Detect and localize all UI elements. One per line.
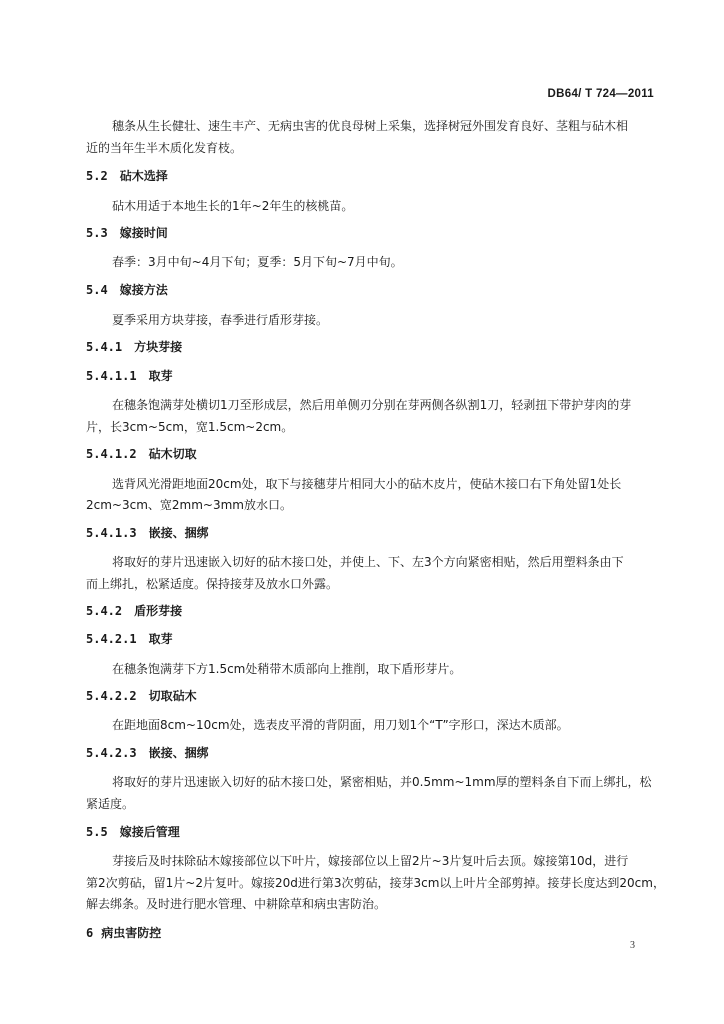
section-heading-5-4-2-1 — [86, 630, 173, 647]
section-heading-5-4-1-1 — [86, 367, 173, 384]
section-title: 嵌接、捆绑 — [148, 746, 209, 760]
paragraph-line: 片，长3cm~5cm，宽1.5cm~2cm。 — [86, 420, 294, 434]
section-title: 砧木切取 — [148, 447, 197, 461]
paragraph-line: 砧木用适于本地生长的1年~2年生的核桃苗。 — [112, 199, 354, 213]
paragraph-line: 将取好的芽片迅速嵌入切好的砧木接口处，紧密相贴，并0.5mm~1mm厚的塑料条自下而上绑扎，松 — [112, 775, 652, 789]
paragraph-line: 解去绑条。及时进行肥水管理、中耕除草和病虫害防治。 — [86, 897, 387, 911]
section-number: 5.4 — [86, 283, 108, 297]
section-title: 砧木选择 — [119, 169, 168, 183]
paragraph-line: 穗条从生长健壮、速生丰产、无病虫害的优良母树上采集，选择树冠外围发育良好、茎粗与砧木相 — [112, 119, 629, 133]
section-number: 5.4.1.1 — [86, 369, 137, 383]
section-heading-5-4-1-3 — [86, 524, 209, 541]
standard-code: DB64/ T 724—2011 — [547, 88, 654, 100]
section-heading-5-4-2-2 — [86, 687, 197, 704]
section-heading-5-4-2 — [86, 602, 182, 619]
paragraph-line: 近的当年生半木质化发育枝。 — [86, 141, 243, 155]
section-number: 5.4.2.2 — [86, 689, 137, 703]
section-heading-5-4-1 — [86, 338, 182, 355]
page-number: 3 — [630, 940, 635, 951]
section-heading-5-3 — [86, 224, 168, 241]
section-heading-5-2 — [86, 167, 168, 184]
section-number: 5.3 — [86, 226, 108, 240]
section-title: 嫁接方法 — [119, 283, 168, 297]
paragraph-line: 2cm~3cm、宽2mm~3mm放水口。 — [86, 498, 292, 512]
paragraph-line: 第2次剪砧，留1片~2片复叶。嫁接20d进行第3次剪砧，接芽3cm以上叶片全部剪掉。接芽长度达到20cm， — [86, 876, 665, 890]
section-title: 病虫害防控 — [101, 926, 162, 940]
section-number: 5.4.1 — [86, 340, 123, 354]
paragraph-line: 而上绑扎，松紧适度。保持接芽及放水口外露。 — [86, 577, 339, 591]
section-heading-5-4-2-3 — [86, 744, 209, 761]
paragraph-line: 在穗条饱满芽下方1.5cm处稍带木质部向上推削，取下盾形芽片。 — [112, 662, 462, 676]
paragraph-line: 芽接后及时抹除砧木嫁接部位以下叶片，嫁接部位以上留2片~3片复叶后去顶。嫁接第10d，进行 — [112, 854, 629, 868]
paragraph-line: 在穗条饱满芽处横切1刀至形成层，然后用单侧刃分别在芽两侧各纵割1刀，轻剥扭下带护芽肉的芽 — [112, 398, 632, 412]
section-number: 5.4.2 — [86, 604, 123, 618]
section-title: 嫁接后管理 — [119, 825, 180, 839]
section-number: 5.4.1.2 — [86, 447, 137, 461]
paragraph-line: 将取好的芽片迅速嵌入切好的砧木接口处，并使上、下、左3个方向紧密相贴，然后用塑料条由下 — [112, 555, 624, 569]
section-heading-5-5 — [86, 823, 180, 840]
paragraph-line: 紧适度。 — [86, 797, 135, 811]
section-heading-5-4-1-2 — [86, 445, 197, 462]
section-title: 嵌接、捆绑 — [148, 526, 209, 540]
section-number: 5.2 — [86, 169, 108, 183]
section-heading-5-4 — [86, 281, 168, 298]
section-title: 取芽 — [148, 369, 173, 383]
section-number: 6 — [86, 926, 94, 940]
section-number: 5.4.2.3 — [86, 746, 137, 760]
section-number: 5.4.1.3 — [86, 526, 137, 540]
section-number: 5.5 — [86, 825, 108, 839]
paragraph-line: 选背风光滑距地面20cm处，取下与接穗芽片相同大小的砧木皮片，使砧木接口右下角处留1处长 — [112, 477, 622, 491]
paragraph-line: 夏季采用方块芽接，春季进行盾形芽接。 — [112, 313, 329, 327]
section-title: 嫁接时间 — [119, 226, 168, 240]
section-title: 切取砧木 — [148, 689, 197, 703]
section-number: 5.4.2.1 — [86, 632, 137, 646]
section-title: 取芽 — [148, 632, 173, 646]
paragraph-line: 在距地面8cm~10cm处，选表皮平滑的背阴面，用刀划1个“T”字形口，深达木质部。 — [112, 718, 569, 732]
section-title: 方块芽接 — [134, 340, 183, 354]
section-heading-6 — [86, 924, 161, 941]
section-title: 盾形芽接 — [134, 604, 183, 618]
paragraph-line: 春季：3月中旬~4月下旬；夏季：5月下旬~7月中旬。 — [112, 255, 403, 269]
